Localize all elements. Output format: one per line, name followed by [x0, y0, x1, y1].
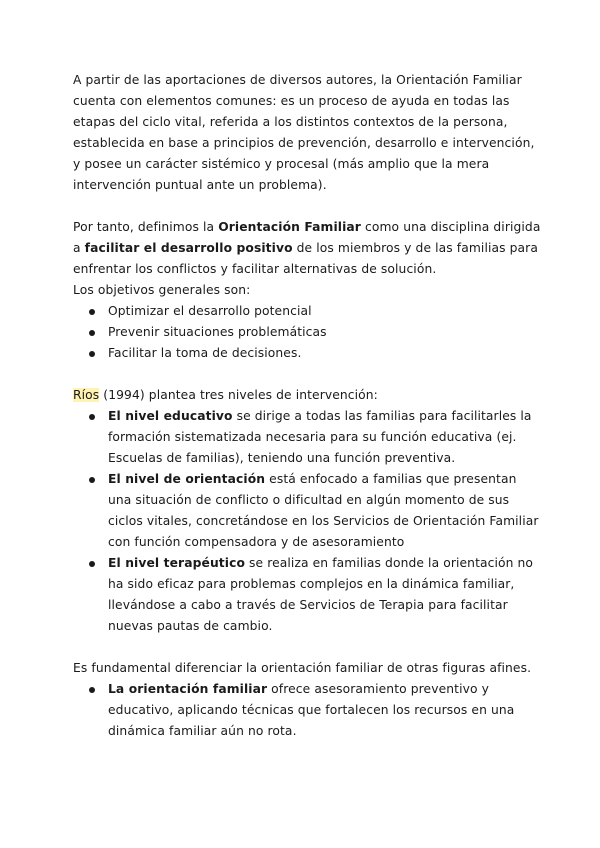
level-orientacion-title: El nivel de orientación [108, 472, 266, 486]
definition-section [73, 217, 543, 364]
objectives-list [73, 301, 543, 364]
definition-text-1: Por tanto, definimos la [73, 220, 219, 234]
list-item [73, 679, 543, 742]
rios-section [73, 385, 543, 637]
figure-orientacion-text: ofrece asesoramiento preventivo y educativo, aplicando técnicas que fortalecen los recursos en una dinámica familiar aún no rota. [108, 682, 515, 738]
rios-intro [73, 385, 543, 406]
rios-author-highlight: Ríos [73, 388, 100, 402]
list-item: Prevenir situaciones problemáticas [73, 322, 543, 343]
level-educativo-text: se dirige a todas las familias para facilitarles la formación sistematizada necesaria para su función educativa (ej. Escuelas de familias), teniendo una función preventiva. [108, 409, 532, 465]
figures-heading: Es fundamental diferenciar la orientación familiar de otras figuras afines. [73, 661, 532, 675]
list-item: Optimizar el desarrollo potencial [73, 301, 543, 322]
figure-orientacion-title: La orientación familiar [108, 682, 268, 696]
levels-list [73, 406, 543, 637]
list-item: Facilitar la toma de decisiones. [73, 343, 543, 364]
figures-list [73, 679, 543, 742]
list-item [73, 469, 543, 553]
definition-bold-term: Orientación Familiar [218, 220, 361, 234]
rios-intro-text: (1994) plantea tres niveles de intervención: [99, 388, 378, 402]
definition-text-2: como una disciplina dirigida a [73, 220, 541, 255]
list-item [73, 406, 543, 469]
level-educativo-title: El nivel educativo [108, 409, 233, 423]
level-terapeutico-title: El nivel terapéutico [108, 556, 246, 570]
level-orientacion-text: está enfocado a familias que presentan una situación de conflicto o dificultad en algún momento de sus ciclos vitales, concretándose en los Servicios de Orientación Familiar con función compensadora y de asesoramiento [108, 472, 539, 549]
intro-paragraph: A partir de las aportaciones de diversos autores, la Orientación Familiar cuenta con elementos comunes: es un proceso de ayuda en todas las etapas del ciclo vital, referida a los distintos contextos de la persona, establecida en base a principios de prevención, desarrollo e intervención, y posee un carácter sistémico y procesal (más amplio que la mera intervención puntual ante un problema). [73, 73, 535, 192]
objectives-heading: Los objetivos generales son: [73, 283, 251, 297]
definition-bold-goal: facilitar el desarrollo positivo [84, 241, 293, 255]
list-item [73, 553, 543, 637]
definition-paragraph [73, 217, 543, 280]
level-terapeutico-text: se realiza en familias donde la orientación no ha sido eficaz para problemas complejos en la dinámica familiar, llevándose a cabo a través de Servicios de Terapia para facilitar nuevas pautas de cambio. [108, 556, 534, 633]
figures-section [73, 658, 543, 742]
definition-text-3: de los miembros y de las familias para enfrentar los conflictos y facilitar alternativas de solución. [73, 241, 538, 276]
